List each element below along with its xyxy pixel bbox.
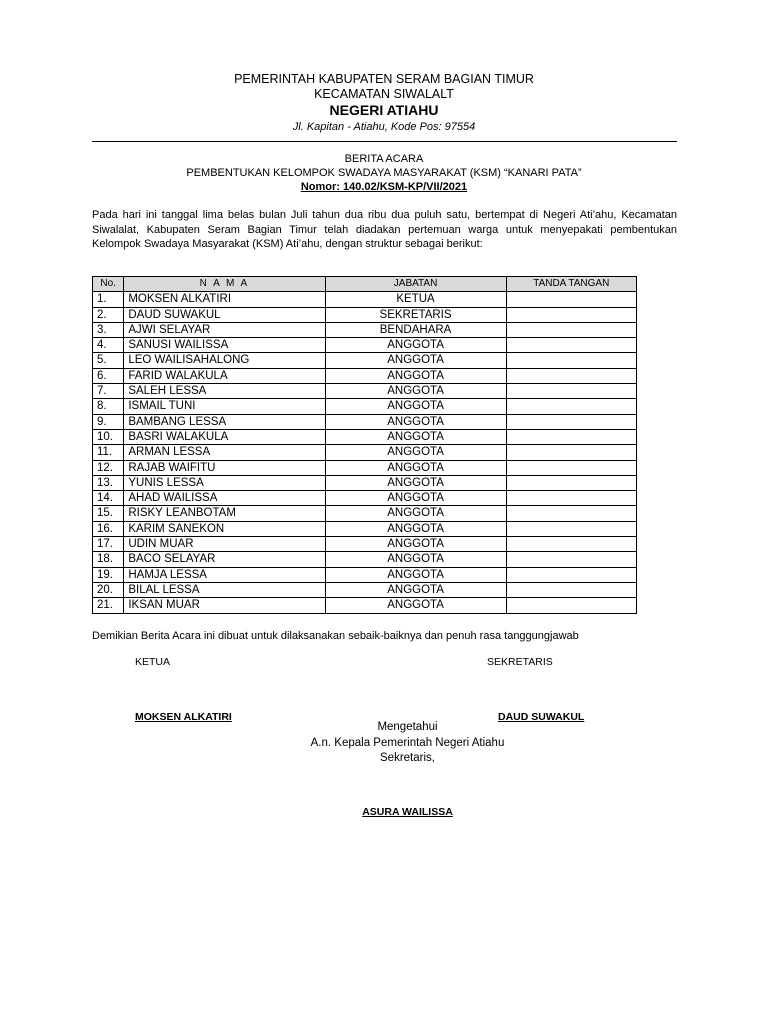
closing-statement: Demikian Berita Acara ini dibuat untuk dilaksanakan sebaik-baiknya dan penuh rasa tanggungjawab [92,630,579,642]
row-no: 18. [93,552,124,567]
row-jabatan: ANGGOTA [325,414,506,429]
row-nama: BILAL LESSA [124,582,325,597]
table-header-row [93,277,637,292]
row-nama: SALEH LESSA [124,384,325,399]
row-jabatan: ANGGOTA [325,475,506,490]
row-jabatan: ANGGOTA [325,338,506,353]
row-nama: BACO SELAYAR [124,552,325,567]
intro-paragraph: Pada hari ini tanggal lima belas bulan Juli tahun dua ribu dua puluh satu, bertempat di Negeri Ati’ahu, Kecamatan Siwalalat, Kabupaten Seram Bagian Timur telah diadakan pertemuan warga untuk menyepakati pembentukan Kelompok Swadaya Masyarakat (KSM) Ati’ahu, dengan struktur sebagai berikut: [92,209,677,250]
row-tanda-tangan [506,353,636,368]
table-row [93,384,637,399]
row-nama: AJWI SELAYAR [124,322,325,337]
row-jabatan: ANGGOTA [325,399,506,414]
table-row [93,307,637,322]
row-no: 7. [93,384,124,399]
row-nama: SANUSI WAILISSA [124,338,325,353]
table-row [93,414,637,429]
row-jabatan: ANGGOTA [325,582,506,597]
row-tanda-tangan [506,567,636,582]
table-row [93,582,637,597]
row-no: 21. [93,598,124,613]
row-no: 4. [93,338,124,353]
row-jabatan: ANGGOTA [325,384,506,399]
row-jabatan: BENDAHARA [325,322,506,337]
row-tanda-tangan [506,338,636,353]
table-body [93,292,637,613]
doc-title: BERITA ACARA [344,153,424,165]
doc-number: Nomor: 140.02/KSM-KP/VII/2021 [300,181,468,193]
row-jabatan: ANGGOTA [325,521,506,536]
row-tanda-tangan [506,598,636,613]
row-nama: YUNIS LESSA [124,475,325,490]
table-row [93,598,637,613]
acknowledgement-name: ASURA WAILISSA [362,806,453,818]
row-jabatan: ANGGOTA [325,537,506,552]
row-nama: BASRI WALAKULA [124,429,325,444]
row-jabatan: ANGGOTA [325,506,506,521]
row-tanda-tangan [506,521,636,536]
members-table [92,276,637,614]
row-tanda-tangan [506,368,636,383]
acknowledgement-office: A.n. Kepala Pemerintah Negeri Atiahu [310,737,505,749]
row-tanda-tangan [506,445,636,460]
row-no: 20. [93,582,124,597]
row-jabatan: ANGGOTA [325,491,506,506]
row-jabatan: ANGGOTA [325,353,506,368]
table-row [93,567,637,582]
header-address: Jl. Kapitan - Atiahu, Kode Pos: 97554 [292,121,476,133]
row-jabatan: ANGGOTA [325,460,506,475]
row-nama: KARIM SANEKON [124,521,325,536]
row-jabatan: ANGGOTA [325,429,506,444]
row-nama: HAMJA LESSA [124,567,325,582]
table-row [93,445,637,460]
row-no: 10. [93,429,124,444]
row-jabatan: ANGGOTA [325,368,506,383]
header-nama: N A M A [124,277,325,292]
header-district: KECAMATAN SIWALALT [314,87,454,101]
row-no: 1. [93,292,124,307]
row-tanda-tangan [506,307,636,322]
row-no: 19. [93,567,124,582]
row-no: 9. [93,414,124,429]
header-no: No. [93,277,124,292]
row-tanda-tangan [506,414,636,429]
row-tanda-tangan [506,399,636,414]
row-no: 12. [93,460,124,475]
row-no: 2. [93,307,124,322]
row-nama: ISMAIL TUNI [124,399,325,414]
row-nama: ARMAN LESSA [124,445,325,460]
row-tanda-tangan [506,460,636,475]
row-nama: MOKSEN ALKATIRI [124,292,325,307]
sekretaris-name: DAUD SUWAKUL [498,711,585,723]
row-tanda-tangan [506,292,636,307]
row-no: 8. [93,399,124,414]
table-row [93,368,637,383]
acknowledgement-role: Sekretaris, [380,752,435,764]
row-no: 3. [93,322,124,337]
row-nama: AHAD WAILISSA [124,491,325,506]
table-row [93,338,637,353]
row-tanda-tangan [506,582,636,597]
row-tanda-tangan [506,491,636,506]
table-row [93,552,637,567]
row-no: 14. [93,491,124,506]
acknowledgement-label: Mengetahui [377,721,438,733]
row-no: 11. [93,445,124,460]
row-no: 16. [93,521,124,536]
row-nama: UDIN MUAR [124,537,325,552]
row-jabatan: ANGGOTA [325,552,506,567]
row-tanda-tangan [506,537,636,552]
header-tanda-tangan: TANDA TANGAN [506,277,636,292]
row-nama: RISKY LEANBOTAM [124,506,325,521]
ketua-title: KETUA [135,656,171,668]
table-row [93,475,637,490]
row-nama: BAMBANG LESSA [124,414,325,429]
row-jabatan: ANGGOTA [325,445,506,460]
row-tanda-tangan [506,506,636,521]
row-nama: DAUD SUWAKUL [124,307,325,322]
row-tanda-tangan [506,475,636,490]
row-jabatan: SEKRETARIS [325,307,506,322]
table-row [93,537,637,552]
row-no: 6. [93,368,124,383]
table-row [93,460,637,475]
row-tanda-tangan [506,552,636,567]
row-no: 13. [93,475,124,490]
sekretaris-title: SEKRETARIS [487,656,553,668]
table-row [93,506,637,521]
row-jabatan: ANGGOTA [325,598,506,613]
table-row [93,292,637,307]
header-divider [92,141,677,142]
table-row [93,491,637,506]
row-no: 15. [93,506,124,521]
row-tanda-tangan [506,322,636,337]
row-nama: IKSAN MUAR [124,598,325,613]
ketua-name: MOKSEN ALKATIRI [135,711,232,723]
row-jabatan: KETUA [325,292,506,307]
table-row [93,521,637,536]
row-jabatan: ANGGOTA [325,567,506,582]
row-tanda-tangan [506,429,636,444]
row-nama: RAJAB WAIFITU [124,460,325,475]
table-row [93,429,637,444]
table-row [93,399,637,414]
header-jabatan: JABATAN [325,277,506,292]
header-village: NEGERI ATIAHU [329,102,439,118]
header-government: PEMERINTAH KABUPATEN SERAM BAGIAN TIMUR [234,72,534,86]
row-nama: LEO WAILISAHALONG [124,353,325,368]
row-tanda-tangan [506,384,636,399]
row-nama: FARID WALAKULA [124,368,325,383]
doc-subtitle: PEMBENTUKAN KELOMPOK SWADAYA MASYARAKAT (KSM) “KANARI PATA” [186,167,582,179]
row-no: 5. [93,353,124,368]
row-no: 17. [93,537,124,552]
table-row [93,322,637,337]
table-row [93,353,637,368]
